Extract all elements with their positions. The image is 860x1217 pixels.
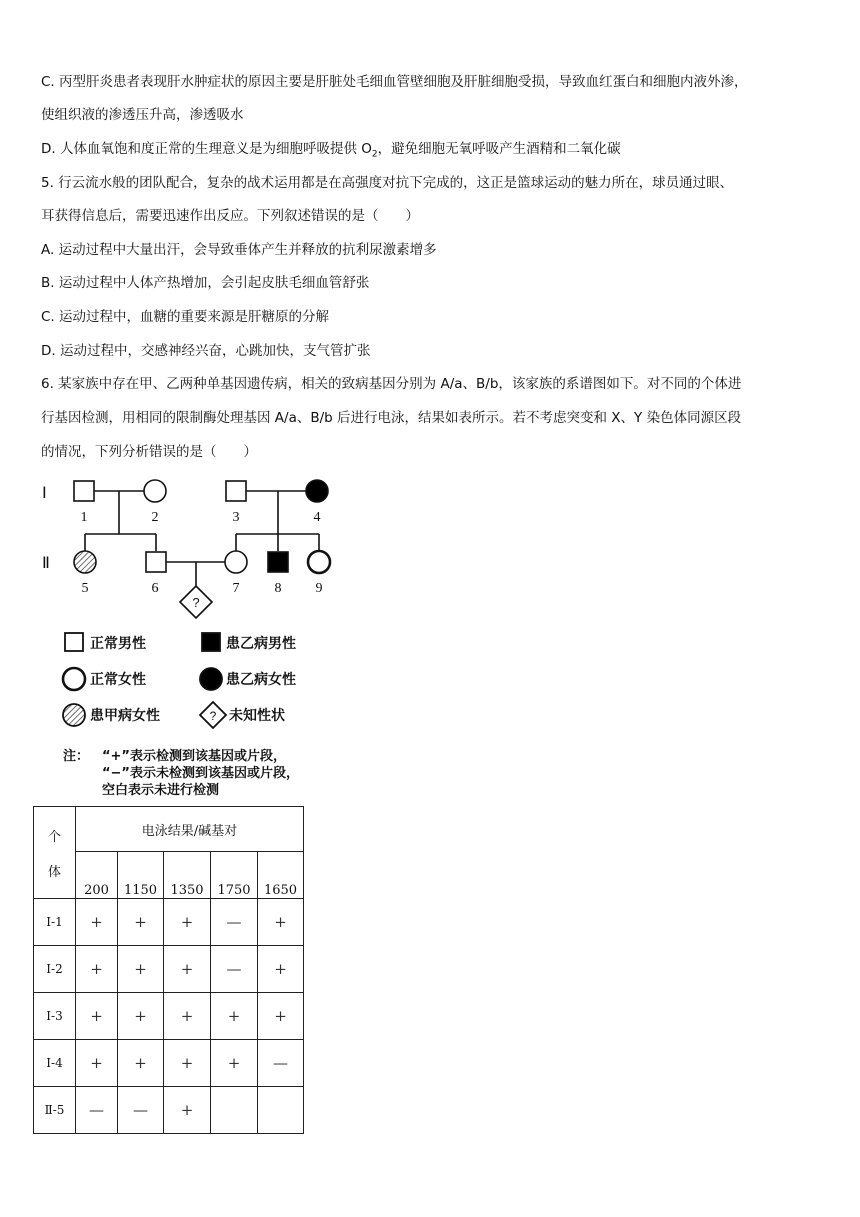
- table-cell: +: [164, 1087, 211, 1134]
- legend-normal-male-symbol: [65, 633, 83, 651]
- label-ii7: 7: [232, 581, 240, 596]
- option-d-line: [41, 139, 621, 165]
- label-i3: 3: [232, 510, 240, 525]
- table-cell: +: [118, 1040, 164, 1087]
- pedigree-i1-normal-male: [74, 481, 94, 501]
- table-row: [34, 993, 304, 1040]
- table-cell: +: [164, 946, 211, 993]
- option-d-text-b: ，避免细胞无氧呼吸产生酒精和二氧化碳: [377, 141, 621, 157]
- label-i4: 4: [313, 510, 321, 525]
- pedigree-ii5-affected-a-female: [74, 551, 96, 573]
- table-cell: [211, 1087, 258, 1134]
- legend-unknown-question-mark: ?: [209, 709, 217, 723]
- legend-affected-a-female-symbol: [63, 704, 85, 726]
- table-cell: +: [211, 993, 258, 1040]
- legend-affected-b-male-symbol: [202, 633, 220, 651]
- pedigree-i2-normal-female: [144, 480, 166, 502]
- table-cell: +: [211, 1040, 258, 1087]
- question-5-option-b: B. 运动过程中人体产热增加，会引起皮肤毛细血管舒张: [41, 275, 370, 291]
- note-line-3: 空白表示未进行检测: [102, 783, 220, 798]
- pedigree-chart: [38, 472, 348, 802]
- table-row: [34, 946, 304, 993]
- o2-subscript: 2: [371, 149, 378, 160]
- header-individual-line-1: 个: [47, 829, 61, 845]
- generation-2-label: Ⅱ: [42, 555, 50, 572]
- row-label: Ⅰ-4: [34, 1040, 76, 1087]
- header-individual: [34, 807, 76, 899]
- question-5-option-c: C. 运动过程中，血糖的重要来源是肝糖原的分解: [41, 309, 330, 325]
- question-6-stem-1: 6. 某家族中存在甲、乙两种单基因遗传病，相关的致病基因分别为 A/a、B/b，该家族的系谱图如下。对不同的个体进: [41, 376, 742, 392]
- electrophoresis-table: [33, 806, 304, 1134]
- table-cell: +: [76, 899, 118, 946]
- column-header: 200: [76, 852, 118, 899]
- row-label: Ⅰ-2: [34, 946, 76, 993]
- column-header: 1650: [258, 852, 304, 899]
- table-cell: +: [118, 993, 164, 1040]
- question-5-option-a: A. 运动过程中大量出汗，会导致垂体产生并释放的抗利尿激素增多: [41, 242, 437, 258]
- legend-affected-b-male-label: 患乙病男性: [226, 636, 296, 652]
- pedigree-ii8-affected-b-male: [268, 552, 288, 572]
- note-line-1: “+”表示检测到该基因或片段，: [102, 749, 286, 764]
- row-label: Ⅰ-1: [34, 899, 76, 946]
- generation-1-label: Ⅰ: [42, 485, 47, 502]
- header-result: 电泳结果/碱基对: [76, 807, 304, 852]
- table-cell: +: [164, 993, 211, 1040]
- table-cell: +: [164, 899, 211, 946]
- table-cell: +: [258, 993, 304, 1040]
- pedigree-ii6-normal-male: [146, 552, 166, 572]
- table-cell: +: [76, 1040, 118, 1087]
- table-cell: +: [258, 946, 304, 993]
- table-row: [34, 1040, 304, 1087]
- label-i1: 1: [80, 510, 88, 525]
- legend-normal-male-label: 正常男性: [90, 636, 146, 652]
- table-cell: [258, 1087, 304, 1134]
- column-header: 1750: [211, 852, 258, 899]
- legend-affected-b-female-symbol: [200, 668, 222, 690]
- legend-affected-b-female-label: 患乙病女性: [226, 672, 296, 688]
- legend-affected-a-female-label: 患甲病女性: [90, 708, 160, 724]
- table-row: [34, 1087, 304, 1134]
- legend-unknown-trait-label: 未知性状: [229, 708, 285, 724]
- label-ii9: 9: [315, 581, 323, 596]
- pedigree-i4-affected-b-female: [306, 480, 328, 502]
- option-d-text-a: D. 人体血氧饱和度正常的生理意义是为细胞呼吸提供 O: [41, 141, 372, 157]
- table-cell: —: [118, 1087, 164, 1134]
- row-label: Ⅱ-5: [34, 1087, 76, 1134]
- label-ii6: 6: [151, 581, 159, 596]
- header-individual-line-2: 体: [47, 864, 61, 880]
- column-header: 1150: [118, 852, 164, 899]
- legend-normal-female-label: 正常女性: [90, 672, 146, 688]
- table-cell: —: [211, 899, 258, 946]
- pedigree-ii7-normal-female: [225, 551, 247, 573]
- table-cell: +: [76, 993, 118, 1040]
- table-cell: +: [118, 946, 164, 993]
- pedigree-ii9-normal-female: [308, 551, 330, 573]
- table-row: [34, 899, 304, 946]
- option-c-line-2: 使组织液的渗透压升高，渗透吸水: [41, 107, 244, 123]
- question-6-stem-2: 行基因检测，用相同的限制酶处理基因 A/a、B/b 后进行电泳，结果如表所示。若不考虑突变和 X、Y 染色体同源区段: [41, 410, 742, 426]
- label-ii5: 5: [81, 581, 89, 596]
- question-5-stem-1: 5. 行云流水般的团队配合，复杂的战术运用都是在高强度对抗下完成的，这正是篮球运动的魅力所在，球员通过眼、: [41, 175, 734, 191]
- note-label: 注：: [63, 749, 90, 764]
- row-label: Ⅰ-3: [34, 993, 76, 1040]
- unknown-child-question-mark: ?: [192, 595, 200, 610]
- table-cell: +: [164, 1040, 211, 1087]
- table-cell: —: [211, 946, 258, 993]
- label-i2: 2: [151, 510, 159, 525]
- table-cell: +: [118, 899, 164, 946]
- pedigree-i3-normal-male: [226, 481, 246, 501]
- question-5-option-d: D. 运动过程中，交感神经兴奋，心跳加快，支气管扩张: [41, 343, 371, 359]
- note-line-2: “−”表示未检测到该基因或片段，: [102, 766, 299, 781]
- table-cell: —: [76, 1087, 118, 1134]
- table-cell: +: [258, 899, 304, 946]
- label-ii8: 8: [274, 581, 282, 596]
- table-cell: +: [76, 946, 118, 993]
- table-cell: —: [258, 1040, 304, 1087]
- legend-normal-female-symbol: [63, 668, 85, 690]
- question-5-stem-2: 耳获得信息后，需要迅速作出反应。下列叙述错误的是（ ）: [41, 208, 419, 224]
- question-6-stem-3: 的情况，下列分析错误的是（ ）: [41, 444, 257, 460]
- option-c-line-1: C. 丙型肝炎患者表现肝水肿症状的原因主要是肝脏处毛细血管壁细胞及肝脏细胞受损，导致血红蛋白和细胞内液外渗，: [41, 74, 748, 90]
- column-header: 1350: [164, 852, 211, 899]
